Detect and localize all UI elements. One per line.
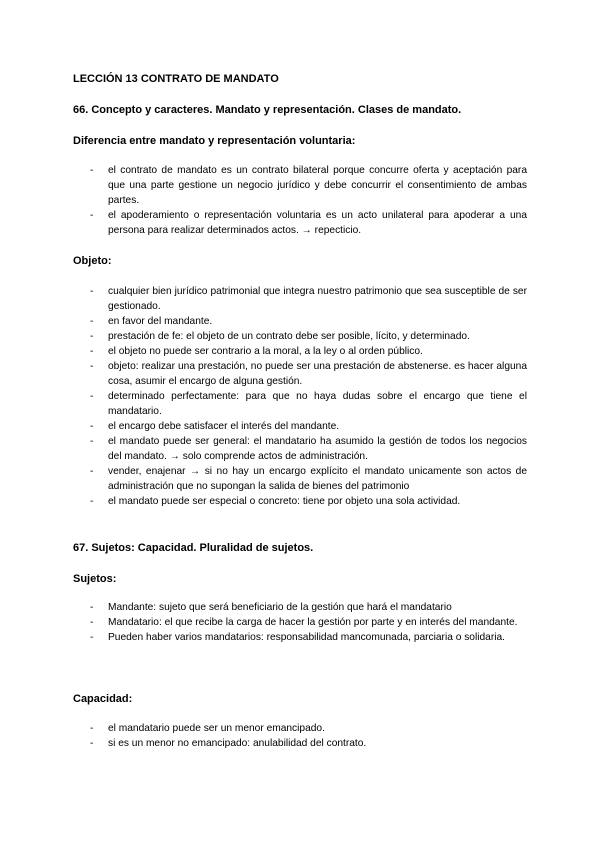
list-item: - el objeto no puede ser contrario a la moral, a la ley o al orden público. — [90, 344, 527, 359]
objeto-heading: Objeto: — [73, 255, 112, 267]
list-item: - cualquier bien jurídico patrimonial que integra nuestro patrimonio que sea susceptible de ser gestionado. — [90, 284, 527, 314]
sujetos-list — [90, 600, 527, 645]
list-item: - en favor del mandante. — [90, 314, 527, 329]
list-item: - el contrato de mandato es un contrato bilateral porque concurre oferta y aceptación para que una parte gestione un negocio jurídico y debe concurrir el consentimiento de ambas partes. — [90, 163, 527, 208]
list-item: - el apoderamiento o representación voluntaria es un acto unilateral para apoderar a una persona para realizar determinados actos. → repecticio. — [90, 208, 527, 238]
objeto-list — [90, 284, 527, 509]
mandato-representacion-list — [90, 163, 527, 238]
list-item: - el mandatario puede ser un menor emancipado. — [90, 721, 527, 736]
capacidad-list — [90, 721, 527, 751]
list-item: - Mandante: sujeto que será beneficiario de la gestión que hará el mandatario — [90, 600, 527, 615]
list-item: - Mandatario: el que recibe la carga de hacer la gestión por parte y en interés del mandante. — [90, 615, 527, 630]
section-66-heading: 66. Concepto y caracteres. Mandato y representación. Clases de mandato. — [73, 104, 462, 116]
capacidad-heading: Capacidad: — [73, 693, 133, 705]
list-item: - el encargo debe satisfacer el interés del mandante. — [90, 419, 527, 434]
list-item: - Pueden haber varios mandatarios: responsabilidad mancomunada, parciaria o solidaria. — [90, 630, 527, 645]
list-item: - el mandato puede ser especial o concreto: tiene por objeto una sola actividad. — [90, 494, 527, 509]
list-item: - el mandato puede ser general: el mandatario ha asumido la gestión de todos los negocios del mandato. → solo comprende actos de administración. — [90, 434, 527, 464]
document-title: LECCIÓN 13 CONTRATO DE MANDATO — [73, 73, 279, 85]
list-item: - si es un menor no emancipado: anulabilidad del contrato. — [90, 736, 527, 751]
list-item: - determinado perfectamente: para que no haya dudas sobre el encargo que tiene el mandatario. — [90, 389, 527, 419]
mandato-representacion-subheading: Diferencia entre mandato y representación voluntaria: — [73, 135, 356, 147]
sujetos-heading: Sujetos: — [73, 573, 117, 585]
section-67-heading: 67. Sujetos: Capacidad. Pluralidad de sujetos. — [73, 542, 314, 554]
list-item: - vender, enajenar → si no hay un encargo explícito el mandato unicamente son actos de administración que no supongan la salida de bienes del patrimonio — [90, 464, 527, 494]
list-item: - prestación de fe: el objeto de un contrato debe ser posible, lícito, y determinado. — [90, 329, 527, 344]
list-item: - objeto: realizar una prestación, no puede ser una prestación de abstenerse. es hacer alguna cosa, asumir el encargo de alguna gestión. — [90, 359, 527, 389]
